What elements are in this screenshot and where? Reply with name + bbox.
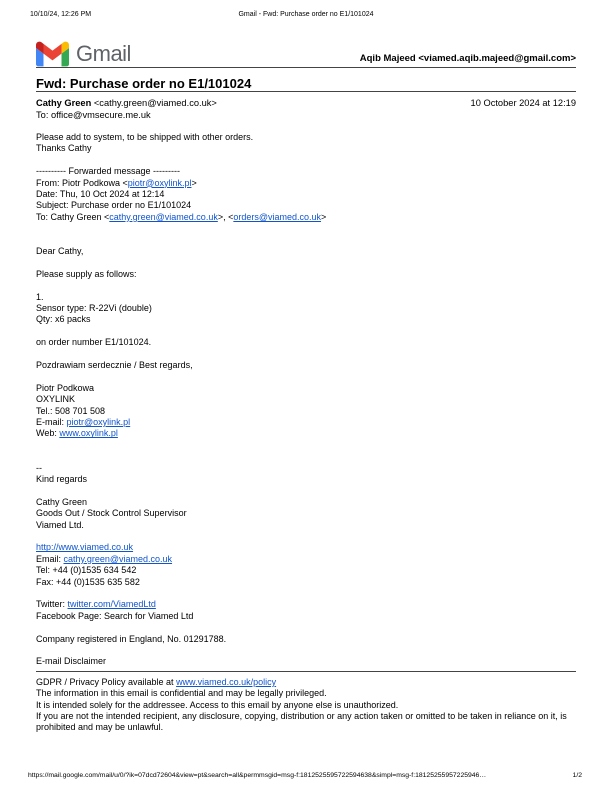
- signature1-company: OXYLINK: [36, 394, 76, 405]
- signature2-site-line: [36, 542, 576, 553]
- divider-subject: [36, 91, 576, 92]
- signature-separator: --: [36, 462, 42, 473]
- gmail-logo: [36, 41, 131, 67]
- print-timestamp: 10/10/24, 12:26 PM: [30, 11, 92, 18]
- disclaimer-title: E-mail Disclaimer: [36, 656, 107, 667]
- link-privacy-policy[interactable]: www.viamed.co.uk/policy: [176, 676, 277, 687]
- link-orders-email[interactable]: orders@viamed.co.uk: [233, 211, 322, 222]
- email-body: [36, 132, 576, 734]
- disclaimer-divider: [36, 671, 576, 672]
- link-cathy-email[interactable]: cathy.green@viamed.co.uk: [109, 211, 218, 222]
- order-ref-line: on order number E1/101024.: [36, 337, 152, 348]
- account-owner: Aqib Majeed <viamed.aqib.majeed@gmail.com>: [359, 53, 576, 64]
- signature1-email-line: [36, 417, 576, 428]
- signature2-email-line: [36, 554, 576, 565]
- email-subject-title: Fwd: Purchase order no E1/101024: [36, 76, 252, 91]
- divider-top: [36, 67, 576, 68]
- signature2-company: Viamed Ltd.: [36, 519, 84, 530]
- link-oxylink-web[interactable]: www.oxylink.pl: [59, 428, 118, 439]
- body-line: Please add to system, to be shipped with other orders.: [36, 132, 254, 142]
- signature2-role: Goods Out / Stock Control Supervisor: [36, 508, 187, 519]
- link-viamed-site[interactable]: http://www.viamed.co.uk: [36, 542, 134, 553]
- email-label: Email:: [36, 553, 64, 564]
- sensor-line: Sensor type: R-22Vi (double): [36, 303, 152, 314]
- web-label: Web:: [36, 428, 60, 439]
- greeting-line: Dear Cathy,: [36, 246, 84, 257]
- body-line: Thanks Cathy: [36, 143, 92, 154]
- print-doc-title: Gmail - Fwd: Purchase order no E1/101024: [238, 11, 374, 18]
- page-number: 1/2: [572, 772, 582, 779]
- print-header: [30, 10, 576, 19]
- qty-line: Qty: x6 packs: [36, 314, 91, 325]
- twitter-line: [36, 599, 576, 610]
- gmail-wordmark: Gmail: [76, 41, 131, 66]
- message-date: 10 October 2024 at 12:19: [470, 98, 576, 108]
- item-number: 1.: [36, 291, 44, 302]
- from-suffix: >: [191, 177, 197, 188]
- forwarded-date-line: Date: Thu, 10 Oct 2024 at 12:14: [36, 189, 165, 200]
- masthead: [36, 41, 576, 67]
- company-registration-line: Company registered in England, No. 01291788.: [36, 633, 227, 644]
- forwarded-to-line: [36, 212, 576, 223]
- recipient-line: To: office@vmsecure.me.uk: [36, 110, 151, 120]
- signature2-fax: Fax: +44 (0)1535 635 582: [36, 576, 140, 587]
- kind-regards-line: Kind regards: [36, 474, 88, 485]
- facebook-line: Facebook Page: Search for Viamed Ltd: [36, 610, 194, 621]
- forwarded-subject-line: Subject: Purchase order no E1/101024: [36, 200, 192, 211]
- signature1-name: Piotr Podkowa: [36, 382, 95, 393]
- link-twitter[interactable]: twitter.com/ViamedLtd: [67, 599, 156, 610]
- to-label: To: Cathy Green <: [36, 211, 110, 222]
- link-sig2-email[interactable]: cathy.green@viamed.co.uk: [63, 553, 173, 564]
- link-sig1-email[interactable]: piotr@oxylink.pl: [66, 417, 131, 428]
- sender-line: [36, 98, 217, 108]
- gdpr-label: GDPR / Privacy Policy available at: [36, 676, 177, 687]
- forwarded-from-line: [36, 178, 576, 189]
- sender-email: <cathy.green@viamed.co.uk>: [91, 98, 217, 108]
- signature2-tel: Tel: +44 (0)1535 634 542: [36, 565, 137, 576]
- gmail-m-icon: [36, 41, 69, 67]
- from-label: From: Piotr Podkowa <: [36, 177, 128, 188]
- signature2-name: Cathy Green: [36, 496, 88, 507]
- email-label: E-mail:: [36, 417, 67, 428]
- forwarded-divider: ---------- Forwarded message ---------: [36, 166, 180, 177]
- disclaimer-line: If you are not the intended recipient, any disclosure, copying, distribution or any action taken or omitted to be taken in reliance on it, is prohibited and may be unlawful.: [36, 711, 567, 733]
- link-piotr-email[interactable]: piotr@oxylink.pl: [127, 177, 192, 188]
- twitter-label: Twitter:: [36, 599, 68, 610]
- regards-line: Pozdrawiam serdecznie / Best regards,: [36, 360, 193, 371]
- message-meta: [36, 98, 576, 108]
- to-mid: >, <: [217, 211, 234, 222]
- sender-name: Cathy Green: [36, 98, 92, 108]
- disclaimer-line: The information in this email is confidential and may be legally privileged.: [36, 688, 327, 699]
- signature1-tel: Tel.: 508 701 508: [36, 405, 106, 416]
- print-footer-url: https://mail.google.com/mail/u/0/?ik=07dcd72604&view=pt&search=all&permmsgid=msg-f:1812525595722594638&simpl=msg-f:18125255957225946…: [28, 772, 487, 779]
- signature1-web-line: [36, 428, 576, 439]
- to-suffix: >: [321, 211, 327, 222]
- print-footer: [28, 772, 582, 779]
- body-line: Please supply as follows:: [36, 268, 137, 279]
- disclaimer-line: It is intended solely for the addressee. Access to this email by anyone else is unauthorized.: [36, 699, 399, 710]
- gdpr-line: [36, 677, 576, 688]
